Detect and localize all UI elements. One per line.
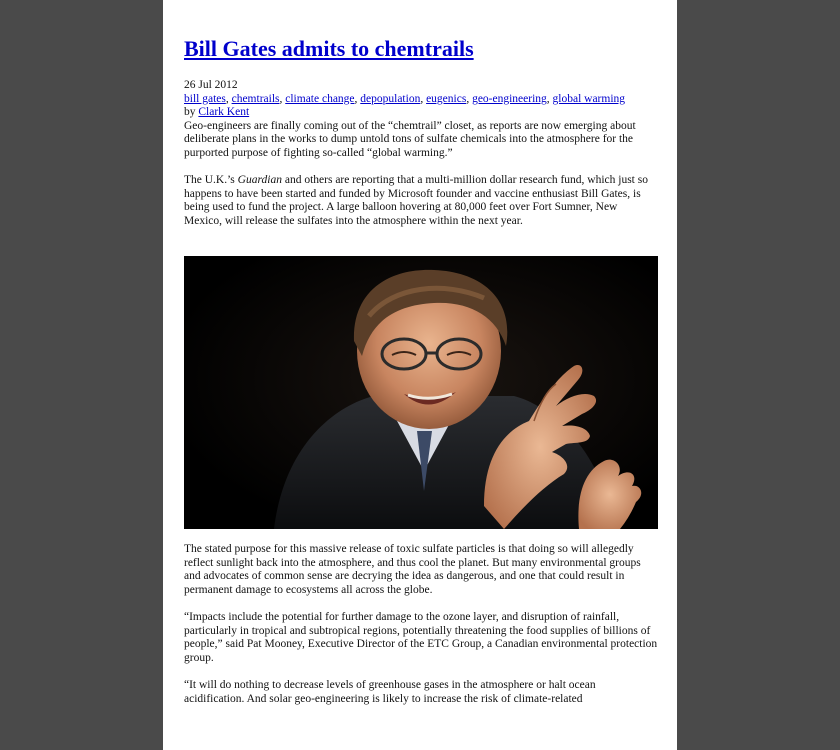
paragraph: The stated purpose for this massive release of toxic sulfate particles is that doing so will allegedly reflect sunlight back into the atmosphere, and thus cool the planet. But many environmental groups and advocates of common sense are decrying the idea as dangerous, and one that could result in permanent damage to ecosystems all across the globe.: [184, 543, 641, 596]
paragraph: “It will do nothing to decrease levels of greenhouse gases in the atmosphere or halt ocean acidification. And solar geo-engineering is likely to increase the risk of climate-related: [184, 678, 596, 705]
tag-link[interactable]: bill gates: [184, 92, 226, 105]
paragraph: Geo-engineers are finally coming out of the “chemtrail” closet, as reports are now emerging about deliberate plans in the works to dump untold tons of sulfate chemicals into the atmosphere for the purported purpose of fighting so-called “global warming.”: [184, 119, 636, 159]
tag-link[interactable]: global warming: [552, 92, 626, 105]
tag-link[interactable]: depopulation: [360, 92, 421, 105]
article-header: [184, 36, 658, 229]
paragraph-text: and others are reporting that a multi-million dollar research fund, which just so happens to have been started and funded by Microsoft founder and vaccine enthusiast Bill Gates, is being used to fund the project. A large balloon hovering at 80,000 feet over Fort Sumner, New Mexico, will release the sulfates into the atmosphere within the next year.: [184, 174, 648, 227]
article-photo: [184, 256, 658, 529]
author-link[interactable]: Clark Kent: [198, 106, 250, 119]
tag-link[interactable]: climate change: [285, 92, 355, 105]
document-page: [163, 0, 677, 750]
tag-link[interactable]: eugenics: [426, 92, 467, 105]
tag-link[interactable]: chemtrails: [231, 92, 280, 105]
article-tags: bill gates, chemtrails, climate change, depopulation, eugenics, geo-engineering, global warming: [184, 92, 626, 105]
article-title[interactable]: Bill Gates admits to chemtrails: [184, 36, 474, 61]
tag-link[interactable]: geo-engineering: [472, 92, 547, 105]
paragraph: [184, 174, 658, 228]
article-byline: [184, 106, 658, 120]
publication-name: Guardian: [237, 174, 282, 187]
article-body-continued: [184, 543, 658, 706]
byline-prefix: by: [184, 106, 196, 119]
article-date: 26 Jul 2012: [184, 79, 238, 91]
portrait-illustration: [184, 256, 658, 529]
paragraph: “Impacts include the potential for further damage to the ozone layer, and disruption of rainfall, particularly in tropical and subtropical regions, potentially threatening the food supplies of billions of people,” said Pat Mooney, Executive Director of the ETC Group, a Canadian environmental protection group.: [184, 610, 658, 664]
paragraph-text: The U.K.’s: [184, 174, 238, 187]
